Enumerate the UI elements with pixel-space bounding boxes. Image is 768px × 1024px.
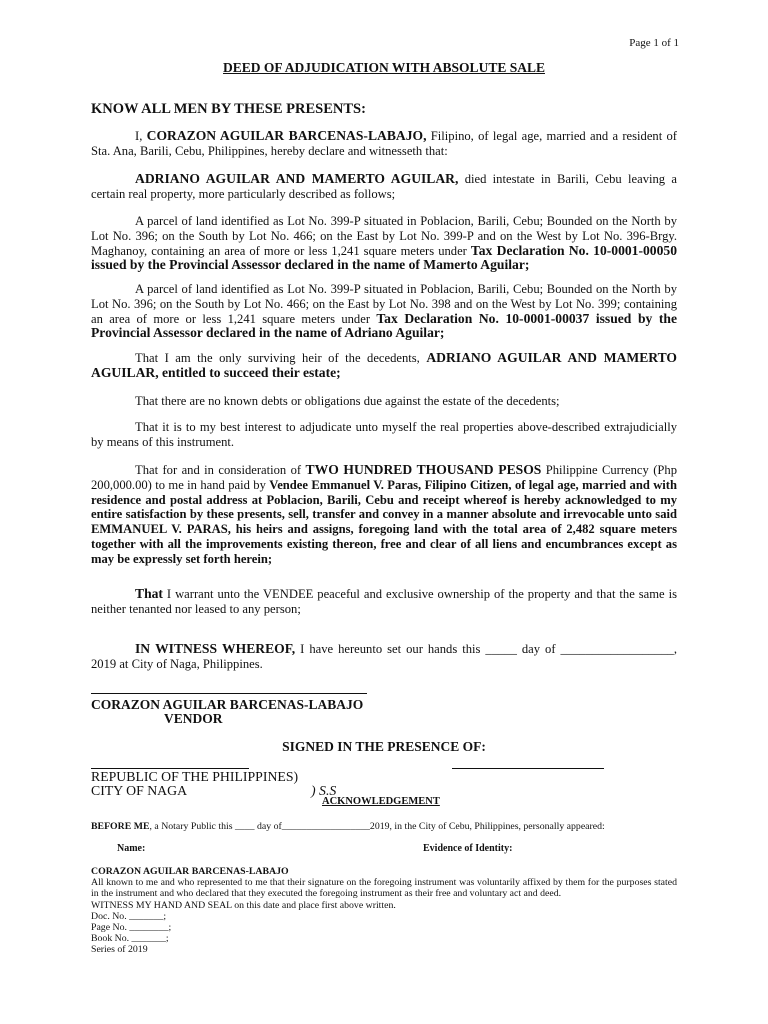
name-column-header: Name: xyxy=(117,843,146,854)
paragraph-parcel-1: A parcel of land identified as Lot No. 399-P situated in Poblacion, Barili, Cebu; Bounded on the North by Lot No. 396; on the South by Lot No. 466; on the East by Lot No. 399-P and on the West by Lot No. 396-Brgy. Maghanoy, containing an area of more or less 1,241 square meters under Tax Declaration No. 10-0001-00050 issued by the Provincial Assessor declared in the name of Mamerto Aguilar; xyxy=(91,214,677,273)
doc-number: Doc. No. _______; xyxy=(91,910,167,922)
paragraph-consideration: That for and in consideration of TWO HUNDRED THOUSAND PESOS Philippine Currency (Php 200,000.00) to me in hand paid by Vendee Emmanuel V. Paras, Filipino Citizen, of legal age, married and with residence and postal address at Poblacion, Barili, Cebu and receipt whereof is hereby acknowledged to my entire satisfaction by these presents, sell, transfer and convey in a manner absolute and irrevocable unto said EMMANUEL V. PARAS, his heirs and assigns, foregoing land with the total area of 2,482 square meters together with all the improvements existing thereon, free and clear of all liens and encumbrances except as may be expressly set forth herein; xyxy=(91,462,677,566)
paragraph-witness-whereof: IN WITNESS WHEREOF, I have hereunto set our hands this _____ day of __________________, 2019 at City of Naga, Philippines. xyxy=(91,641,678,671)
vendor-name: CORAZON AGUILAR BARCENAS-LABAJO xyxy=(91,697,364,712)
paragraph-no-debts: That there are no known debts or obligations due against the estate of the decedents; xyxy=(135,394,560,408)
intro-heading: KNOW ALL MEN BY THESE PRESENTS: xyxy=(91,101,366,117)
paragraph-sole-heir: That I am the only surviving heir of the decedents, ADRIANO AGUILAR AND MAMERTO AGUILAR, entitled to succeed their estate; xyxy=(91,350,677,380)
notary-statement: All known to me and who represented to me that their signature on the foregoing instrument was voluntarily affixed by them for the purposes stated in the instrument and who declared that they executed the foregoing instrument as their free and voluntary act and deed. xyxy=(91,877,677,900)
page-number-entry: Page No. ________; xyxy=(91,922,172,934)
vendor-signature-line xyxy=(91,693,367,694)
paragraph-warranty: That I warrant unto the VENDEE peaceful and exclusive ownership of the property and that the same is neither tenanted nor leased to any person; xyxy=(91,586,677,616)
paragraph-decedents: ADRIANO AGUILAR AND MAMERTO AGUILAR, died intestate in Barili, Cebu leaving a certain real property, more particularly described as follows; xyxy=(91,171,677,201)
notary-witness: WITNESS MY HAND AND SEAL on this date and place first above written. xyxy=(91,899,396,911)
witness-signature-line-2 xyxy=(452,768,604,769)
document-title: DEED OF ADJUDICATION WITH ABSOLUTE SALE xyxy=(223,60,545,75)
series-year: Series of 2019 xyxy=(91,944,148,956)
vendor-role: VENDOR xyxy=(164,711,223,726)
page-number: Page 1 of 1 xyxy=(629,37,679,49)
venue-city: CITY OF NAGA xyxy=(91,783,188,798)
book-number: Book No. _______; xyxy=(91,933,169,945)
evidence-column-header: Evidence of Identity: xyxy=(423,843,513,854)
acknowledgement-heading: ACKNOWLEDGEMENT xyxy=(322,796,440,807)
before-me-line: BEFORE ME, a Notary Public this ____ day of__________________2019, in the City of Cebu, Philippines, personally appeared: xyxy=(91,821,605,832)
presence-heading: SIGNED IN THE PRESENCE OF: xyxy=(282,739,486,754)
paragraph-declarant: I, CORAZON AGUILAR BARCENAS-LABAJO, Filipino, of legal age, married and a resident of Sta. Ana, Barili, Cebu, Philippines, hereby declare and witnesseth that: xyxy=(91,128,677,158)
venue-ss: ) S.S xyxy=(311,783,337,798)
venue-republic: REPUBLIC OF THE PHILIPPINES) xyxy=(91,769,299,784)
paragraph-adjudicate: That it is to my best interest to adjudicate unto myself the real properties above-described extrajudicially by means of this instrument. xyxy=(91,420,677,449)
appearing-party-name: CORAZON AGUILAR BARCENAS-LABAJO xyxy=(91,866,289,877)
paragraph-parcel-2: A parcel of land identified as Lot No. 399-P situated in Poblacion, Barili, Cebu; Bounded on the North by Lot No. 396; on the South by Lot No. 466; on the East by Lot No. 398 and on the West by Lot No. 399; containing an area of more or less 1,241 square meters under Tax Declaration No. 10-0001-00037 issued by the Provincial Assessor declared in the name of Adriano Aguilar; xyxy=(91,282,677,341)
notarial-block xyxy=(91,866,677,956)
